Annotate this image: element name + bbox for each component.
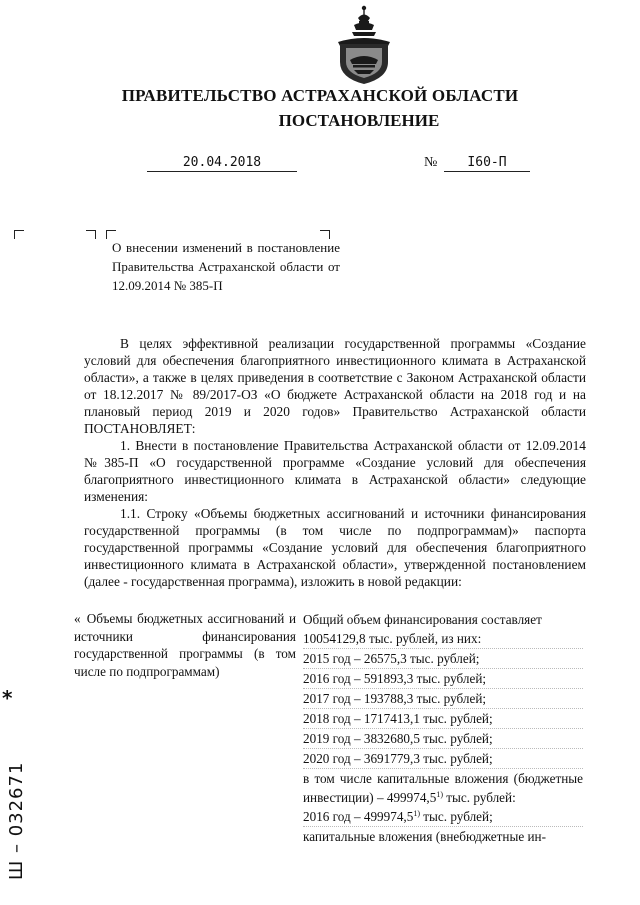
funding-year-line: 2018 год – 1717413,1 тыс. рублей; [303, 709, 583, 729]
funding-year-line: 2017 год – 193788,3 тыс. рублей; [303, 689, 583, 709]
form-serial-number: Ш – 032671 [6, 761, 27, 880]
capital-investment-text: в том числе капитальные вложения (бюджетные инвестиции) – 499974,5$^{1)}$ тыс. рублей: [303, 771, 583, 805]
funding-total-amount: 10054129,8 тыс. рублей, из них: [303, 629, 583, 649]
decree-subject: О внесении изменений в постановление Правительства Астраханской области от 12.09.2014 № 385-П [112, 240, 340, 293]
corner-mark [14, 230, 24, 239]
funding-year-line: 2015 год – 26575,3 тыс. рублей; [303, 649, 583, 669]
government-title: ПРАВИТЕЛЬСТВО АСТРАХАНСКОЙ ОБЛАСТИ [121, 86, 519, 105]
funding-year-line: 2019 год – 3832680,5 тыс. рублей; [303, 729, 583, 749]
body-paragraph: 1.1. Строку «Объемы бюджетных ассигнований и источники финансирования государственной программы (в том числе по подпрограммам)» паспорта государственной программы «Создание условий для обеспечения благоприятного инвестиционного климата в Астраханской области», утвержденной постановлением (далее - государственная программа), изложить в новой редакции: [84, 506, 586, 589]
body-paragraph: 1. Внести в постановление Правительства Астраханской области от 12.09.2014 №385-П «О государственной программе «Создание условий для обеспечения благоприятного инвестиционного климата в Астраханской области» следующие изменения: [84, 438, 586, 504]
table-left-cell [74, 610, 296, 680]
side-star-mark: * [2, 686, 13, 710]
document-type-title: ПОСТАНОВЛЕНИЕ [278, 111, 440, 130]
decree-date: 20.04.2018 [147, 155, 297, 172]
capital-investment-offbudget: капитальные вложения (внебюджетные ин- [303, 829, 546, 844]
table-right-cell [303, 610, 583, 846]
decree-body [84, 335, 586, 590]
funding-year-line: 2020 год – 3691779,3 тыс. рублей; [303, 749, 583, 769]
open-quote: « [74, 611, 81, 626]
corner-mark [86, 230, 96, 239]
coat-of-arms-emblem [326, 2, 402, 86]
capital-investment-2016: 2016 год – 499974,5$^{1)}$ тыс. рублей; [303, 807, 583, 827]
table-row-label: Объемы бюджетных ассигнований и источники финансирования государственной программы (в том числе по подпрограммам) [74, 611, 296, 679]
body-paragraph: В целях эффективной реализации государственной программы «Создание условий для обеспечения благоприятного инвестиционного климата в Астраханской области», а также в целях приведения в соответствие с Законом Астраханской области от 18.12.2017 № 89/2017-ОЗ «О бюджете Астраханской области на 2018 год и на плановый период 2019 и 2020 годов» Правительство Астраханской области ПОСТАНОВЛЯЕТ: [84, 336, 586, 436]
decree-number: I60-П [444, 155, 530, 172]
funding-year-line: 2016 год – 591893,3 тыс. рублей; [303, 669, 583, 689]
number-sign: № [424, 155, 438, 170]
funding-total-line: Общий объем финансирования составляет [303, 612, 542, 627]
